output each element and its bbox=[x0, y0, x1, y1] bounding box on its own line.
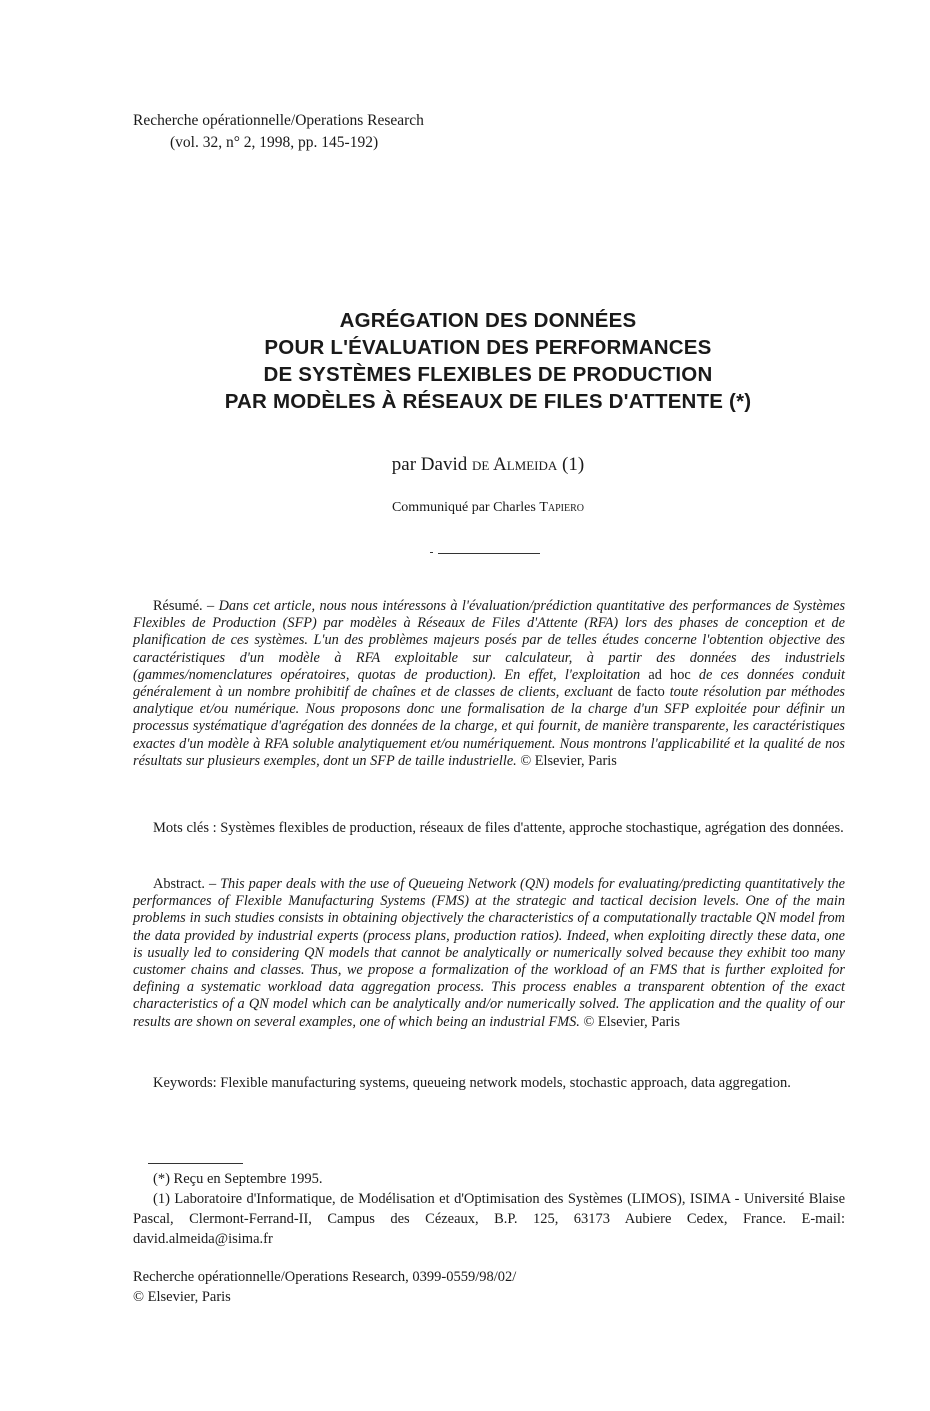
footnote-received: (*) Reçu en Septembre 1995. bbox=[153, 1171, 323, 1187]
page-footer bbox=[133, 1267, 516, 1307]
communicator-name: Tapiero bbox=[539, 500, 585, 515]
abstract-label: Abstract. – bbox=[153, 876, 217, 892]
separator-rule bbox=[438, 553, 540, 554]
mots-cles-label: Mots clés : bbox=[153, 820, 217, 836]
resume-adhoc: ad hoc bbox=[648, 666, 691, 683]
keywords-text: Flexible manufacturing systems, queueing network models, stochastic approach, data aggregation. bbox=[220, 1075, 791, 1091]
communicated-prefix: Communiqué par Charles bbox=[391, 500, 536, 515]
author-surname: de Almeida bbox=[471, 454, 558, 475]
resume-body-c: toute résolution par méthodes analytique et/ou numérique. Nous proposons donc une formalisation de la charge d'un SFP exploitée pour définir un processus systématique d'agrégation des données de la charge, et qui fournit, de manière transparente, les caractéristiques exactes d'un modèle à RFA soluble analytiquement et/ou numériquement. Nous montrons l'applicabilité et la qualité de nos résultats sur plusieurs exemples, dont un SFP de taille industrielle. bbox=[133, 684, 845, 769]
journal-name: Recherche opérationnelle/Operations Research bbox=[133, 112, 424, 129]
footnote-affiliation bbox=[133, 1189, 845, 1249]
communicated-by bbox=[130, 500, 846, 516]
title-line-3: DE SYSTÈMES FLEXIBLES DE PRODUCTION bbox=[263, 363, 713, 386]
footnote-affiliation-text: Laboratoire d'Informatique, de Modélisation et d'Optimisation des Systèmes (LIMOS), ISIMA - Université Blaise Pascal, Clermont-Ferrand-II, Campus des Cézeaux, B.P. 125, 63173 Aubiere Cedex, France. E-mail: david.almeida@isima.fr bbox=[133, 1191, 846, 1247]
mots-cles-paragraph bbox=[133, 818, 845, 838]
abstract-body: This paper deals with the use of Queueing Network (QN) models for evaluating/predicting quantitatively the performances of Flexible Manufacturing Systems (FMS) at the strategic and tactical decision levels. One of the main problems in such studies consists in obtaining objectively the characteristics of a computationally tractable QN model from the data provided by industrial experts (process plans, production ratios). Indeed, when exploiting directly these data, one is usually led to considering QN models that cannot be analytically or numerically solved because they exhibit too many customer chains and classes. Thus, we propose a formalization of the workload of an FMS that is further exploited for defining a systematic workload data aggregation process. This process enables a transparent obtention of the exact characteristics of a QN model which can be analytically and/or numerically solved. The application and the quality of our results are shown on several examples, one of which being an industrial FMS. bbox=[133, 876, 846, 1030]
footer-copyright: © Elsevier, Paris bbox=[133, 1289, 231, 1305]
author-line bbox=[130, 454, 846, 476]
mots-cles-text: Systèmes flexibles de production, réseaux de files d'attente, approche stochastique, agrégation des données. bbox=[220, 820, 844, 836]
paper-title bbox=[130, 307, 846, 415]
author-prefix: par David bbox=[391, 454, 468, 475]
separator-dot bbox=[430, 552, 433, 553]
footer-journal: Recherche opérationnelle/Operations Research, 0399-0559/98/02/ bbox=[133, 1269, 517, 1285]
resume-defacto: de facto bbox=[617, 684, 665, 701]
keywords-paragraph bbox=[133, 1074, 845, 1093]
resume-body-a: Dans cet article, nous nous intéressons à l'évaluation/prédiction quantitative des performances de Systèmes Flexibles de Production (SFP) par modèles à Réseaux de Files d'Attente (RFA) lors des phases de conception et de planification de ces systèmes. L'un des problèmes majeurs posés par de telles études concerne l'obtention objective des caractéristiques d'un modèle à RFA exploitable sur calculateur, à partir des données des industriels (gammes/nomenclatures opératoires, quotas de production). En effet, l'exploitation bbox=[133, 598, 846, 683]
resume-paragraph bbox=[133, 598, 845, 770]
author-note-ref: (1) bbox=[562, 454, 585, 475]
resume-body-b: de ces données conduit généralement à un nombre prohibitif de chaînes et de classes de clients, excluant bbox=[133, 666, 845, 701]
abstract-copyright: © Elsevier, Paris bbox=[583, 1013, 680, 1030]
abstract-paragraph bbox=[133, 876, 845, 1031]
keywords-label: Keywords: bbox=[153, 1075, 217, 1091]
resume-copyright: © Elsevier, Paris bbox=[520, 752, 617, 769]
resume-label: Résumé. – bbox=[153, 598, 215, 614]
title-line-1: AGRÉGATION DES DONNÉES bbox=[339, 309, 637, 332]
footnote-affiliation-mark: (1) bbox=[153, 1191, 170, 1207]
title-line-2: POUR L'ÉVALUATION DES PERFORMANCES bbox=[264, 336, 712, 359]
journal-reference bbox=[133, 110, 424, 154]
title-line-4: PAR MODÈLES À RÉSEAUX DE FILES D'ATTENTE (*) bbox=[224, 390, 752, 413]
journal-volume: (vol. 32, n° 2, 1998, pp. 145-192) bbox=[170, 134, 379, 151]
footnote-rule bbox=[148, 1163, 243, 1164]
